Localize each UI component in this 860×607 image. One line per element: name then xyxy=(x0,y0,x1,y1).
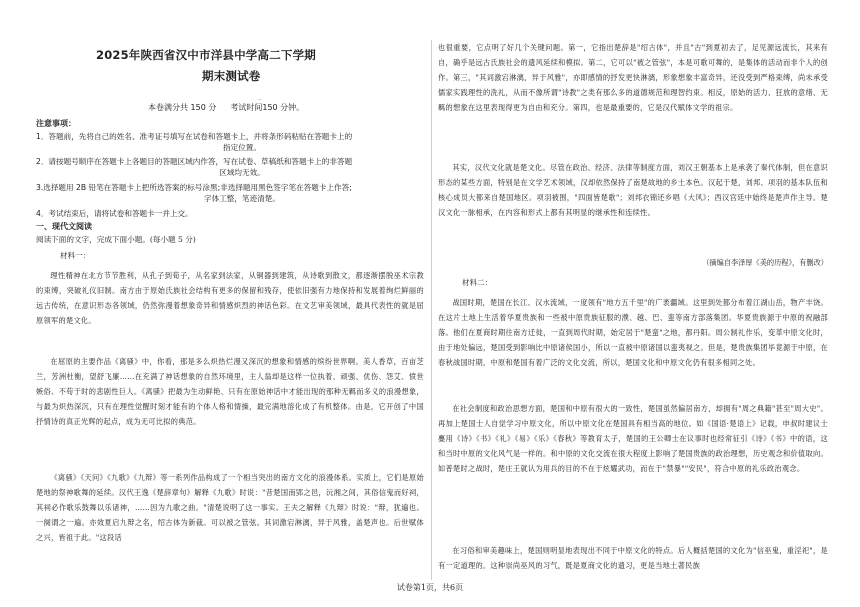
exam-title-line1: 2025年陕西省汉中市洋县中学高二下学期 xyxy=(96,48,317,62)
time-limit-text: 考试时间150 分钟。 xyxy=(230,103,305,112)
notice-item-1-line1: 1．答题前，先将自己的姓名、准考证号填写在试卷和答题卡上，并将条形码粘贴在答题卡上的 xyxy=(36,132,353,141)
notice-item-3 xyxy=(36,182,424,204)
paragraph: 《离骚》《天问》《九歌》《九辩》等一系列作品构成了一个相当突出的南方文化的浪漫体系。实质上，它们是原始楚地的祭神歌舞的延续。汉代王逸《楚辞章句》解释《九歌》时说："昔楚国南郢之邑，沅湘之间，其俗信鬼而好祠，其祠必作歌乐鼓舞以乐诸神，……因为九歌之曲。"清楚说明了这一事实。王夫之解释《九辩》时说："辩，犹遍也。一阕谓之一遍。亦效夏启九辩之名，绍古体为新裁。可以被之管弦。其词激宕淋漓，异于风雅，盖楚声也。后世赋体之兴，皆祖于此。"这段话 xyxy=(36,473,424,543)
notice-item-3-line1: 3.选择题用 2B 铅笔在答题卡上把所选答案的标号涂黑;非选择题用黑色签字笔在答题卡上作答; xyxy=(36,183,352,192)
paragraph: 也很重要，它点明了好几个关键问题。第一，它指出楚辞是"绍古体"，并且"古"到夏初去了，足见源远流长，其来有自，确乎是远古氏族社会的遗风延续和模拟。第二，它可以"被之管弦"，本是可歌可舞的，是集体的活动而非个人的创作。第三，"其词激宕淋漓，异于风雅"，亦即感情的抒发更快淋漓，形象想象丰富奇异，还没受到严格束缚，尚未承受儒家实践理性的洗礼，从而不像所谓"诗教"之类有那么多的道德规范和理智约束。相反，原始的活力、狂放的意绪、无羁的想象在这里表现得更为自由和充分。第四，也是最重要的，它是汉代赋体文学的祖宗。 xyxy=(438,43,828,113)
paragraph: 理性精神在北方节节胜利，从孔子到荀子，从名家到法家，从铜器到建筑，从诗歌到散文，都逐渐摆脱巫术宗教的束缚，突破礼仪旧制。南方由于原始氏族社会结构有更多的保留和残存，使依旧强有力地保持和发展着绚烂鲜丽的远古传统，在意识形态各领域，仍然弥漫着想象奇异和情感炽烈的神话色彩。在文艺审美领域，最具代表性的就是屈原领军的楚文化。 xyxy=(36,271,424,326)
paragraph: 战国时期，楚国在长江、汉水流域，一度领有"地方五千里"的广袤疆域。这里到处都分布着江湖山岳，物产丰饶。在这片土地上生活着华夏贵族和一些被中原贵族征服的濮、越、巴、蛮等南方部落集团。华夏贵族源于中原的祝融部落。他们在夏商时期往南方迁徙，一直到周代时期，始定居于"楚蛮"之地，都丹阳。周公制礼作乐，变革中原文化时，由于地处偏远，楚国受到影响比中原诸侯国小，所以一直被中原诸国以蛮夷视之。但是，楚贵族集团毕竟源于中原，在春秋战国时期，中原和楚国有着广泛的文化交流，所以，楚国文化和中原文化仍有很多相同之处。 xyxy=(438,298,828,368)
source-citation: （摘编自李泽厚《美的历程》，有删改） xyxy=(702,258,828,267)
notice-heading: 注意事项： xyxy=(36,119,76,128)
page-footer: 试卷第1页，共6页 xyxy=(396,583,464,592)
paragraph: 在习俗和审美趣味上，楚国则明显地表现出不同于中原文化的特点。后人概括楚国的文化为"信巫鬼，重淫祀"，是有一定道理的。这种崇尚巫风的习气，既是夏商文化的遗习，更是当地土著民族 xyxy=(438,546,828,571)
dash-mark: _ xyxy=(258,92,262,100)
notice-item-1 xyxy=(36,131,424,153)
right-column xyxy=(438,0,828,607)
notice-item-4: 4．考试结束后，请将试卷和答题卡一并上交。 xyxy=(36,209,193,218)
notice-item-3-line2: 字体工整，笔迹清楚。 xyxy=(204,194,280,203)
full-score-text: 本卷满分共 150 分 xyxy=(148,103,217,112)
notice-item-2-line2: 区域均无效。 xyxy=(219,168,265,177)
paragraph: 其实，汉代文化就是楚文化。尽管在政治、经济、法律等制度方面，刘汉王朝基本上是承袭了秦代体制，但在意识形态的某些方面，特别是在文学艺术领域，汉却依然保持了南楚故地的乡土本色。汉起于楚，刘邦、项羽的基本队伍和核心成员大都来自楚国地区。项羽被围，"四面皆楚歌"；刘邦衣锦还乡唱《大风》；西汉宫廷中始终是楚声作主导。楚汉文化一脉相承，在内容和形式上都有其明显的继承性和连续性。 xyxy=(438,163,828,218)
reading-instruction: 阅读下面的文字，完成下面小题。(每小题 5 分) xyxy=(36,235,196,244)
section-heading: 一、现代文阅读 xyxy=(36,222,92,231)
paragraph: 在社会制度和政治思想方面，楚国和中原有很大的一致性，楚国虽然偏居南方，却拥有"周之典籍"甚至"周大史"。再加上楚国士人自觉学习中原文化，所以中原文化在楚国具有相当高的地位。如《国语·楚语上》记载，申叔时建议士亹用《诗》《书》《礼》《易》《乐》《春秋》等教育太子，楚国的王公卿士在议事时也经常征引《诗》《书》中的语，这和当时中原的文化风气是一样的。和中原的文化交流在很大程度上影响了楚国贵族的政治理想，历史观念和价值取向。如普楚时之战时，楚庄王就认为用兵的目的不在于炫耀武功，而在于"禁暴""安民"，符合中原的礼乐政治观念。 xyxy=(438,404,828,474)
material-1-label: 材料一： xyxy=(60,251,91,260)
notice-item-2 xyxy=(36,156,424,178)
left-column xyxy=(36,0,424,607)
notice-item-1-line2: 指定位置。 xyxy=(223,143,261,152)
notice-item-2-line1: 2．请按题号顺序在答题卡上各题目的答题区域内作答，写在试卷、草稿纸和答题卡上的非答题 xyxy=(36,157,353,166)
column-divider xyxy=(431,40,432,580)
material-2-label: 材料二： xyxy=(462,278,493,287)
paragraph: 在屈原的主要作品《离骚》中，你看，那是多么炽热烂漫又深沉的想象和情感的缤纷世界啊。美人香草，百亩芝兰，芳洲杜衡，望舒飞廉……在充满了神话想象的自然环境里，主人翁却是这样一位执着、顽强、优伤、怨艾、愤世嫉俗、不苟于时的悲剧性巨人。《离骚》把最为生动鲜艳、只有在原始神话中才能出现的那种无羁而多义的浪漫想象，与最为炽热深沉，只有在理性觉醒时刻才能有的个体人格和情操，最完满地溶化成了有机整体。由是，它开创了中国抒情诗的真正光辉的起点，成为无可比拟的典范。 xyxy=(36,357,424,427)
exam-title-line2: 期末测试卷 xyxy=(202,69,261,83)
score-time-line xyxy=(148,102,318,113)
